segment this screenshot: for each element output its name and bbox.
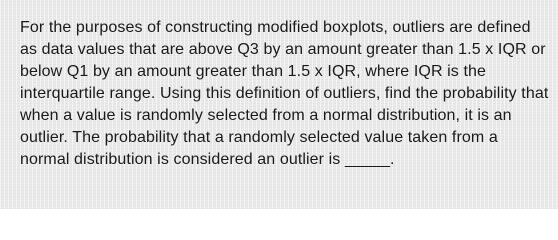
question-text: For the purposes of constructing modified boxplots, outliers are defined as data values that are above Q3 by an amount greater than 1.5 x IQR or below Q1 by an amount greater than 1.5 x IQR, where IQR is the interquartile range. Using this definition of outliers, find the probability that when a value is randomly selected from a normal distribution, it is an outlier. The probability that a randomly selected value taken from a normal distribution is considered an outlier is _____. [20,19,549,168]
